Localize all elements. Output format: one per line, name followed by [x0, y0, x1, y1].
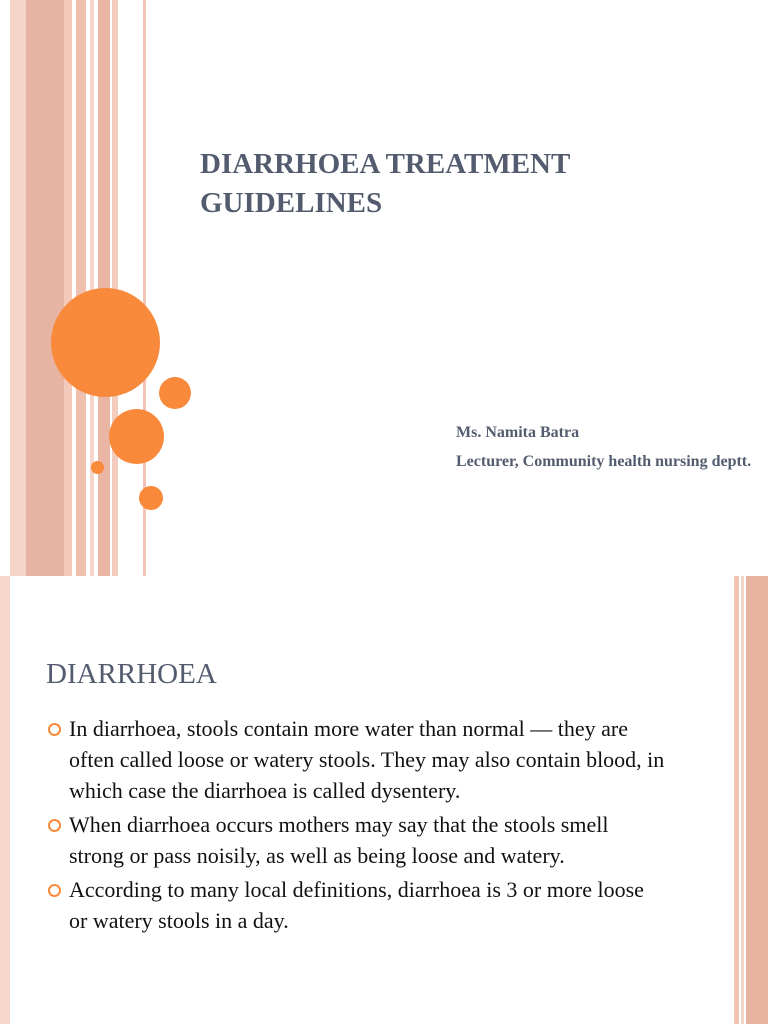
- decorative-circle-large: [51, 288, 160, 397]
- decorative-circle-small: [139, 486, 163, 510]
- circle-outline-bullet-icon: [48, 723, 61, 736]
- slide-title: DIARRHOEA TREATMENT GUIDELINES: [200, 148, 570, 219]
- bullet-list: [46, 713, 666, 939]
- bullet-text: When diarrhoea occurs mothers may say that the stools smell strong or pass noisily, as well as being loose and watery.: [69, 812, 609, 868]
- decorative-stripe: [76, 0, 86, 576]
- decorative-stripe: [10, 0, 26, 576]
- decorative-stripe: [64, 0, 72, 576]
- author-role: Lecturer, Community health nursing deptt.: [456, 453, 752, 470]
- decorative-stripe: [734, 576, 739, 1024]
- author-name: Ms. Namita Batra: [456, 424, 580, 441]
- decorative-circle-tiny: [91, 461, 104, 474]
- decorative-stripe: [741, 576, 744, 1024]
- circle-outline-bullet-icon: [48, 884, 61, 897]
- author-block: [456, 422, 756, 473]
- slide-heading: DIARRHOEA: [46, 658, 217, 690]
- decorative-stripe: [746, 576, 768, 1024]
- list-item: [46, 874, 666, 936]
- decorative-circle-medium: [109, 409, 164, 464]
- bullet-text: In diarrhoea, stools contain more water than normal — they are often called loose or watery stools. They may also contain blood, in which case the diarrhoea is called dysentery.: [69, 716, 665, 803]
- decorative-stripe: [26, 0, 64, 576]
- decorative-circle-small: [159, 377, 191, 409]
- list-item: [46, 713, 666, 806]
- decorative-stripe: [90, 0, 94, 576]
- list-item: [46, 809, 666, 871]
- content-slide: [0, 576, 768, 1024]
- bullet-text: According to many local definitions, diarrhoea is 3 or more loose or watery stools in a day.: [69, 877, 644, 933]
- circle-outline-bullet-icon: [48, 819, 61, 832]
- decorative-stripe: [0, 576, 10, 1024]
